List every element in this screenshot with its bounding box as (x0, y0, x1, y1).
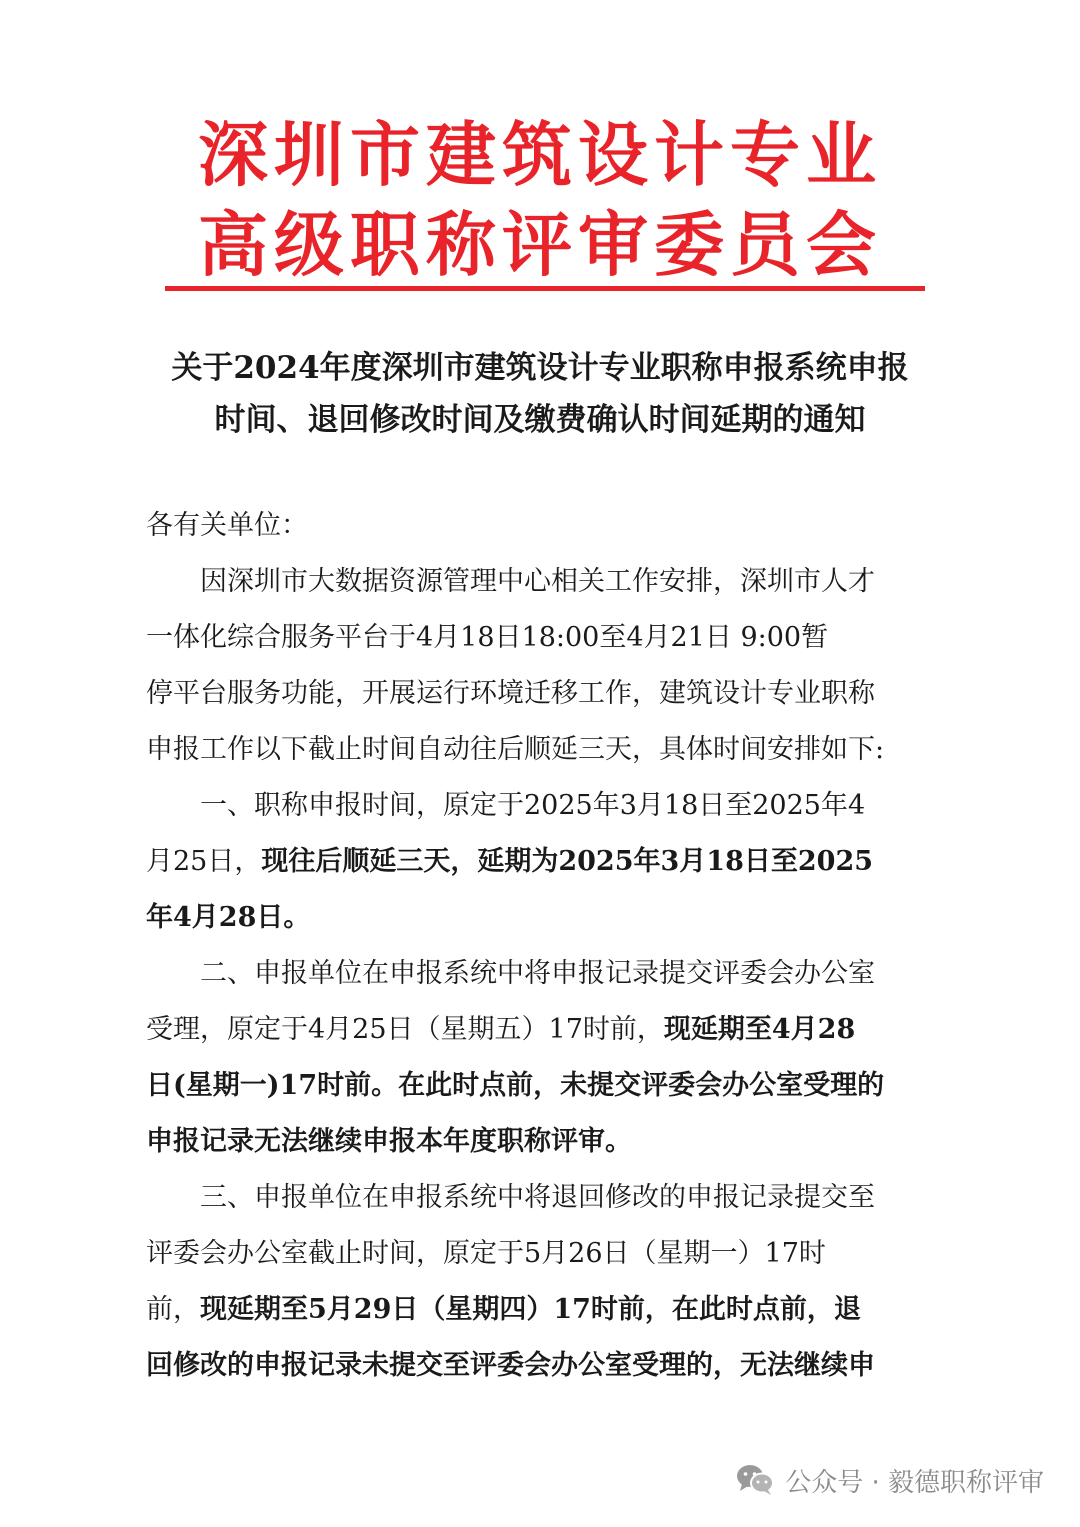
wechat-icon (735, 1463, 775, 1497)
notice-title-line-2: 时间、退回修改时间及缴费确认时间延期的通知 (214, 402, 866, 438)
notice-title (60, 342, 1020, 446)
item-1-line-2 (146, 834, 946, 890)
item-1-line-1: 一、职称申报时间，原定于2025年3月18日至2025年4 (200, 790, 866, 821)
item-1-line-2-normal: 月25日， (146, 846, 262, 877)
letterhead-line-2: 高级职称评审委员会 (198, 204, 882, 286)
paragraph-1-line-4: 申报工作以下截止时间自动往后顺延三天，具体时间安排如下: (146, 734, 885, 765)
item-3-line-2: 评委会办公室截止时间，原定于5月26日（星期一）17时 (146, 1238, 826, 1269)
item-2-line-2 (146, 1002, 946, 1058)
item-2-line-4: 申报记录无法继续申报本年度职称评审。 (146, 1126, 632, 1157)
item-2-line-2-normal: 受理，原定于4月25日（星期五）17时前， (146, 1014, 664, 1045)
item-2-line-1: 二、申报单位在申报系统中将申报记录提交评委会办公室 (200, 958, 875, 989)
paragraph-1-line-3: 停平台服务功能，开展运行环境迁移工作，建筑设计专业职称 (146, 678, 875, 709)
notice-body (146, 498, 946, 1394)
letterhead (0, 110, 1080, 290)
item-3-line-1: 三、申报单位在申报系统中将退回修改的申报记录提交至 (200, 1182, 875, 1213)
letterhead-divider (165, 286, 925, 291)
paragraph-1-line-1: 因深圳市大数据资源管理中心相关工作安排，深圳市人才 (200, 566, 875, 597)
item-3-line-4: 回修改的申报记录未提交至评委会办公室受理的，无法继续申 (146, 1350, 875, 1381)
salutation: 各有关单位： (146, 510, 308, 541)
item-1-line-3: 年4月28日。 (146, 902, 311, 933)
notice-title-line-1: 关于2024年度深圳市建筑设计专业职称申报系统申报 (171, 350, 909, 386)
letterhead-line-1: 深圳市建筑设计专业 (198, 114, 882, 196)
item-3-line-3-bold: 现延期至5月29日（星期四）17时前，在此时点前，退 (200, 1294, 861, 1325)
item-3-line-3-normal: 前， (146, 1294, 200, 1325)
wechat-watermark (735, 1458, 1044, 1502)
paragraph-1-line-2: 一体化综合服务平台于4月18日18:00至4月21日 9:00暂 (146, 622, 829, 653)
item-3-line-3 (146, 1282, 946, 1338)
item-1-line-2-bold: 现往后顺延三天，延期为2025年3月18日至2025 (261, 846, 874, 877)
item-2-line-3: 日(星期一)17时前。在此时点前，未提交评委会办公室受理的 (146, 1070, 885, 1101)
watermark-text: 公众号 · 毅德职称评审 (785, 1467, 1044, 1498)
item-2-line-2-bold: 现延期至4月28 (663, 1014, 856, 1045)
